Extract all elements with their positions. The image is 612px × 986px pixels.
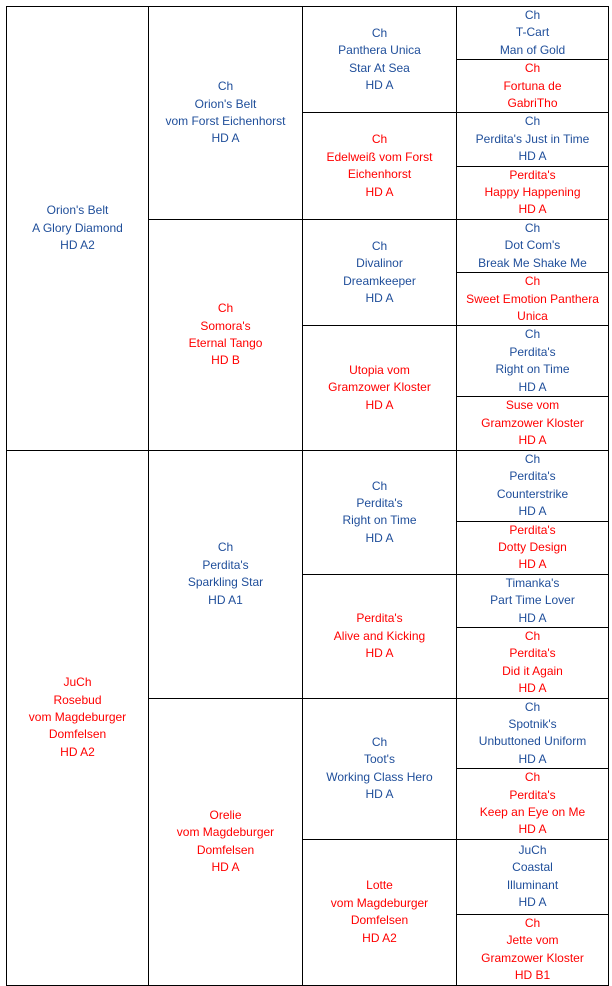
- great-great-grandparent-cell: [457, 113, 609, 166]
- ancestor-name-line: Break Me Shake Me: [478, 255, 587, 270]
- ancestor-name-line: Ch: [371, 238, 388, 253]
- ancestor-name-line: Perdita's: [509, 522, 556, 537]
- ancestor-name-line: Ch: [371, 25, 388, 40]
- ancestor-name-line: HD A: [365, 397, 394, 412]
- ancestor-name-line: Ch: [371, 734, 388, 749]
- ancestor-name-line: Orion's Belt: [46, 203, 109, 218]
- great-grandparent-cell: [303, 7, 457, 113]
- grandparent-cell: [149, 698, 303, 985]
- ancestor-name-line: HD A: [518, 504, 547, 519]
- ancestor-name-line: Perdita's: [202, 557, 249, 572]
- great-great-grandparent-cell: [457, 769, 609, 840]
- ancestor-name-line: Right on Time: [495, 362, 570, 377]
- ancestor-name-line: A Glory Diamond: [32, 220, 123, 235]
- ancestor-name-line: Ch: [217, 79, 234, 94]
- great-grandparent-cell: [303, 839, 457, 985]
- ancestor-name-line: Right on Time: [342, 513, 417, 528]
- ancestor-name-line: JuCh: [518, 843, 547, 858]
- ancestor-name-line: Ch: [524, 915, 541, 930]
- great-great-grandparent-cell: [457, 698, 609, 769]
- ancestor-name-line: Ch: [371, 478, 388, 493]
- ancestor-name-line: Utopia vom: [349, 363, 410, 378]
- great-great-grandparent-cell: [457, 396, 609, 450]
- pedigree-row: [7, 450, 609, 521]
- ancestor-name-line: Ch: [524, 61, 541, 76]
- ancestor-name-line: Unbuttoned Uniform: [478, 734, 587, 749]
- ancestor-name-line: HD A: [518, 149, 547, 164]
- ancestor-name-line: Orion's Belt: [194, 96, 257, 111]
- ancestor-name-line: Ch: [524, 274, 541, 289]
- ancestor-name-line: Perdita's: [356, 611, 403, 626]
- ancestor-name-line: HD A: [518, 202, 547, 217]
- pedigree-row: [7, 7, 609, 60]
- ancestor-name-line: Domfelsen: [196, 842, 255, 857]
- ancestor-name-line: HD A: [518, 895, 547, 910]
- ancestor-name-line: Divalinor: [356, 256, 403, 271]
- ancestor-name-line: HD A: [365, 645, 394, 660]
- ancestor-name-line: Coastal: [512, 860, 553, 875]
- ancestor-name-line: Ch: [371, 132, 388, 147]
- ancestor-name-line: Ch: [524, 451, 541, 466]
- ancestor-name-line: HD A1: [208, 592, 243, 607]
- ancestor-name-line: HD A2: [362, 930, 397, 945]
- ancestor-name-line: HD A2: [60, 238, 95, 253]
- ancestor-name-line: GabriTho: [507, 96, 558, 111]
- ancestor-name-line: JuCh: [63, 675, 92, 690]
- ancestor-name-line: Dreamkeeper: [343, 273, 416, 288]
- ancestor-name-line: Perdita's: [509, 787, 556, 802]
- ancestor-name-line: Rosebud: [53, 692, 102, 707]
- ancestor-name-line: Ch: [524, 699, 541, 714]
- ancestor-name-line: HD A: [365, 78, 394, 93]
- ancestor-name-line: HD A: [518, 681, 547, 696]
- ancestor-name-line: Ch: [524, 114, 541, 129]
- ancestor-name-line: Perdita's: [509, 167, 556, 182]
- sire-dam-cell: [7, 7, 149, 451]
- ancestor-name-line: Edelweiß vom Forst: [326, 149, 433, 164]
- great-grandparent-cell: [303, 574, 457, 698]
- ancestor-name-line: Gramzower Kloster: [328, 380, 431, 395]
- ancestor-name-line: Gramzower Kloster: [481, 950, 584, 965]
- ancestor-name-line: Eichenhorst: [347, 167, 412, 182]
- ancestor-name-line: Lotte: [366, 878, 393, 893]
- ancestor-name-line: HD A: [365, 530, 394, 545]
- great-grandparent-cell: [303, 113, 457, 219]
- ancestor-name-line: Ch: [524, 327, 541, 342]
- ancestor-name-line: HD A: [518, 751, 547, 766]
- ancestor-name-line: HD A: [211, 131, 240, 146]
- great-great-grandparent-cell: [457, 60, 609, 113]
- ancestor-name-line: Jette vom: [506, 933, 559, 948]
- great-great-grandparent-cell: [457, 7, 609, 60]
- ancestor-name-line: Ch: [217, 301, 234, 316]
- ancestor-name-line: vom Magdeburger: [176, 825, 275, 840]
- ancestor-name-line: Spotnik's: [508, 717, 557, 732]
- ancestor-name-line: HD A: [518, 822, 547, 837]
- ancestor-name-line: T-Cart: [515, 25, 550, 40]
- grandparent-cell: [149, 7, 303, 220]
- ancestor-name-line: Ch: [524, 770, 541, 785]
- ancestor-name-line: Keep an Eye on Me: [479, 805, 586, 820]
- ancestor-name-line: Eternal Tango: [188, 335, 263, 350]
- ancestor-name-line: Perdita's: [509, 469, 556, 484]
- ancestor-name-line: Unica: [517, 308, 548, 323]
- great-great-grandparent-cell: [457, 450, 609, 521]
- great-grandparent-cell: [303, 326, 457, 451]
- ancestor-name-line: Dot Com's: [504, 238, 561, 253]
- pedigree-body: [7, 7, 609, 986]
- ancestor-name-line: Orelie: [209, 807, 242, 822]
- ancestor-name-line: HD A: [365, 291, 394, 305]
- ancestor-name-line: Sparkling Star: [187, 575, 264, 590]
- ancestor-name-line: Panthera Unica: [338, 43, 421, 58]
- great-grandparent-cell: [303, 219, 457, 325]
- great-great-grandparent-cell: [457, 628, 609, 699]
- ancestor-name-line: HD A: [518, 379, 547, 394]
- great-great-grandparent-cell: [457, 219, 609, 272]
- ancestor-name-line: Gramzower Kloster: [481, 415, 584, 430]
- ancestor-name-line: Fortuna de: [503, 78, 562, 93]
- ancestor-name-line: Alive and Kicking: [333, 628, 426, 643]
- ancestor-name-line: Perdita's: [356, 495, 403, 510]
- ancestor-name-line: Perdita's Just in Time: [475, 131, 590, 146]
- ancestor-name-line: Happy Happening: [484, 185, 581, 200]
- ancestor-name-line: Domfelsen: [350, 913, 409, 928]
- ancestor-name-line: Perdita's: [509, 646, 556, 661]
- ancestor-name-line: HD A: [211, 859, 240, 874]
- ancestor-name-line: vom Forst Eichenhorst: [165, 113, 286, 128]
- grandparent-cell: [149, 219, 303, 450]
- ancestor-name-line: vom Magdeburger: [28, 710, 127, 725]
- ancestor-name-line: Somora's: [200, 318, 251, 333]
- great-grandparent-cell: [303, 698, 457, 839]
- ancestor-name-line: vom Magdeburger: [330, 895, 429, 910]
- ancestor-name-line: Man of Gold: [499, 42, 566, 57]
- great-grandparent-cell: [303, 450, 457, 574]
- ancestor-name-line: Toot's: [364, 752, 395, 767]
- ancestor-name-line: HD A: [365, 184, 394, 199]
- ancestor-name-line: Did it Again: [502, 663, 563, 678]
- ancestor-name-line: Part Time Lover: [490, 593, 575, 608]
- great-great-grandparent-cell: [457, 273, 609, 326]
- ancestor-name-line: Ch: [524, 8, 541, 22]
- ancestor-name-line: Perdita's: [509, 344, 556, 359]
- pedigree-table: [6, 6, 609, 986]
- great-great-grandparent-cell: [457, 914, 609, 985]
- ancestor-name-line: HD B: [211, 353, 240, 368]
- ancestor-name-line: Star At Sea: [349, 60, 410, 75]
- ancestor-name-line: HD A: [518, 610, 547, 625]
- sire-dam-cell: [7, 450, 149, 985]
- ancestor-name-line: Domfelsen: [48, 727, 107, 742]
- ancestor-name-line: HD A2: [60, 744, 95, 759]
- grandparent-cell: [149, 450, 303, 698]
- great-great-grandparent-cell: [457, 521, 609, 574]
- ancestor-name-line: HD A: [365, 787, 394, 802]
- ancestor-name-line: Suse vom: [505, 398, 560, 413]
- ancestor-name-line: Ch: [524, 220, 541, 235]
- ancestor-name-line: HD A: [518, 557, 547, 572]
- ancestor-name-line: HD A: [518, 433, 547, 448]
- ancestor-name-line: Sweet Emotion Panthera: [466, 291, 599, 306]
- ancestor-name-line: Dotty Design: [498, 539, 567, 554]
- ancestor-name-line: HD B1: [514, 968, 551, 983]
- ancestor-name-line: Illuminant: [506, 877, 559, 892]
- ancestor-name-line: Counterstrike: [496, 486, 569, 501]
- ancestor-name-line: Working Class Hero: [326, 769, 433, 784]
- great-great-grandparent-cell: [457, 574, 609, 627]
- ancestor-name-line: Timanka's: [505, 575, 560, 590]
- ancestor-name-line: Ch: [524, 629, 541, 643]
- ancestor-name-line: Ch: [217, 540, 234, 555]
- great-great-grandparent-cell: [457, 166, 609, 219]
- great-great-grandparent-cell: [457, 839, 609, 914]
- great-great-grandparent-cell: [457, 326, 609, 397]
